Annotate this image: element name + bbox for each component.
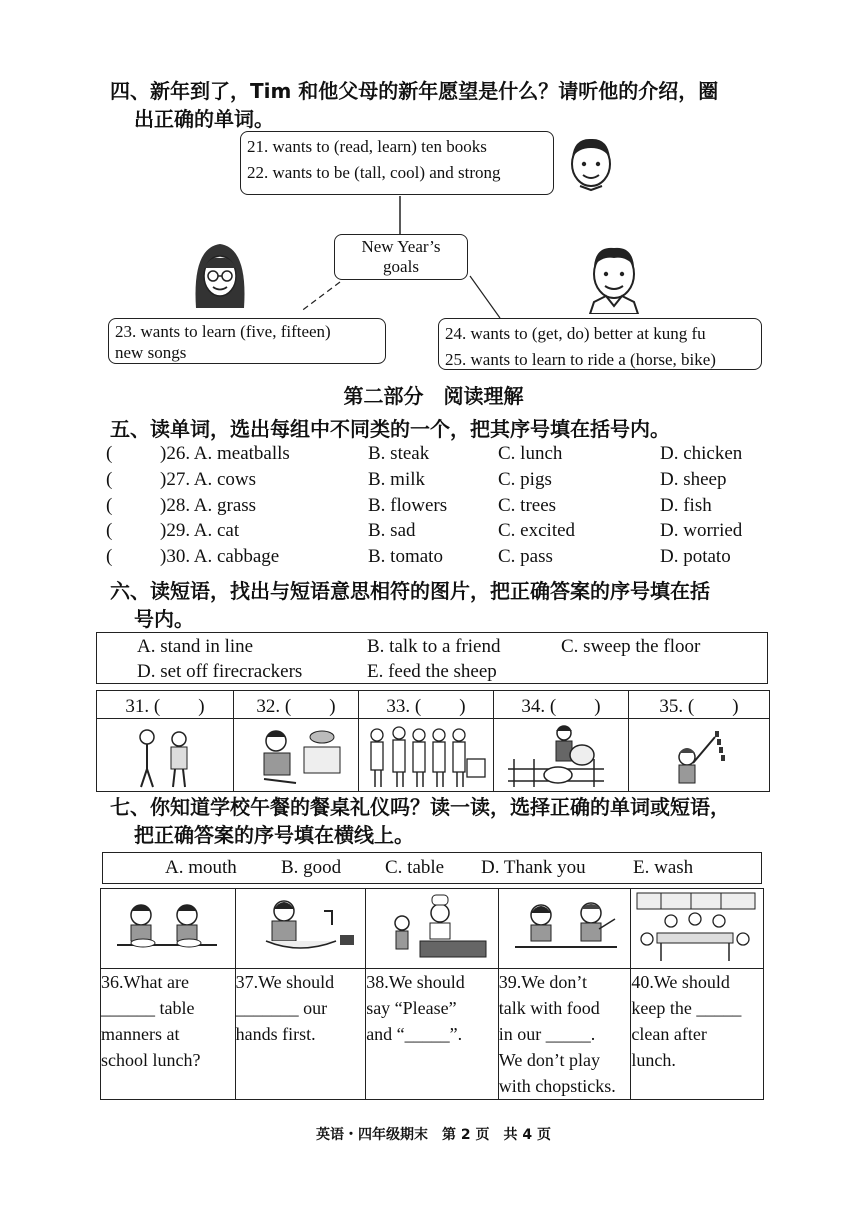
question-38: 38.We should say “Please” and “_____”. xyxy=(366,969,499,1100)
two-people-talking-icon xyxy=(97,719,231,791)
picture-39 xyxy=(498,889,631,969)
question-row-30 xyxy=(106,546,766,572)
boy-face-icon xyxy=(566,134,616,192)
mom-goals-box xyxy=(108,318,386,364)
section7-title-cont: 把正确答案的序号填在横线上。 xyxy=(134,823,414,847)
option-b: B. tomato xyxy=(368,546,443,567)
question-21: 21. wants to (read, learn) ten books xyxy=(247,137,487,156)
option-d: D. sheep xyxy=(660,469,727,490)
option-d: D. chicken xyxy=(660,443,743,464)
option-a: )26. A. meatballs xyxy=(160,443,290,464)
item-31: 31. ( ) xyxy=(97,691,234,719)
question-row-29 xyxy=(106,520,766,546)
option-b: B. flowers xyxy=(368,495,448,516)
picture-37 xyxy=(235,889,366,969)
option-c: C. pass xyxy=(498,546,553,567)
item-35: 35. ( ) xyxy=(629,691,770,719)
option-b: B. good xyxy=(281,857,342,878)
question-22: 22. wants to be (tall, cool) and strong xyxy=(247,163,501,182)
question-row-28 xyxy=(106,495,766,521)
picture-38 xyxy=(366,889,499,969)
option-c: C. excited xyxy=(498,520,576,541)
picture-33 xyxy=(359,719,494,792)
option-c: C. sweep the floor xyxy=(561,636,701,657)
option-e: E. feed the sheep xyxy=(367,661,497,682)
feeding-sheep-icon xyxy=(494,719,626,791)
page-footer: 英语・四年级期末 第 2 页 共 4 页 xyxy=(316,1127,551,1143)
option-e: E. wash xyxy=(633,857,694,878)
question-row-26 xyxy=(106,443,766,469)
answer-bracket: ( xyxy=(106,495,113,516)
firecrackers-icon xyxy=(629,719,767,791)
option-c: C. table xyxy=(385,857,445,878)
section7-options-box xyxy=(102,852,762,884)
question-23: 23. wants to learn (five, fifteen) xyxy=(115,322,331,341)
question-40: 40.We should keep the _____ clean after lunch. xyxy=(631,969,764,1100)
washing-hands-icon xyxy=(236,889,364,967)
tim-goals-box xyxy=(240,131,554,195)
dad-goals-box xyxy=(438,318,762,370)
option-b: B. steak xyxy=(368,443,430,464)
question-36: 36.What are ______ table manners at school lunch? xyxy=(101,969,236,1100)
option-a: )29. A. cat xyxy=(160,520,240,541)
option-c: C. pigs xyxy=(498,469,552,490)
option-a: A. mouth xyxy=(165,857,237,878)
man-face-icon xyxy=(584,240,644,314)
question-24: 24. wants to (get, do) better at kung fu xyxy=(445,324,706,343)
option-d: D. Thank you xyxy=(481,857,586,878)
kids-with-chopsticks-icon xyxy=(499,889,629,967)
section7-title: 七、你知道学校午餐的餐桌礼仪吗？读一读，选择正确的单词或短语， xyxy=(110,795,730,819)
picture-32 xyxy=(234,719,359,792)
option-b: B. milk xyxy=(368,469,426,490)
section5-title: 五、读单词，选出每组中不同类的一个，把其序号填在括号内。 xyxy=(110,417,670,441)
section6-picture-table xyxy=(96,690,770,792)
option-a: )28. A. grass xyxy=(160,495,257,516)
option-d: D. set off firecrackers xyxy=(137,661,303,682)
answer-bracket: ( xyxy=(106,469,113,490)
picture-35 xyxy=(629,719,770,792)
picture-34 xyxy=(494,719,629,792)
child-sweeping-icon xyxy=(234,719,356,791)
option-c: C. lunch xyxy=(498,443,563,464)
option-d: D. fish xyxy=(660,495,712,516)
option-a: A. stand in line xyxy=(137,636,254,657)
woman-face-icon xyxy=(190,238,250,314)
section6-title-cont: 号内。 xyxy=(134,607,194,631)
option-b: B. talk to a friend xyxy=(367,636,501,657)
section4-title: 四、新年到了，Tim 和他父母的新年愿望是什么？请听他的介绍，圈 xyxy=(110,79,719,103)
section6-options-box xyxy=(96,632,768,684)
answer-bracket: ( xyxy=(106,546,113,567)
question-row-27 xyxy=(106,469,766,495)
center-label-line2: goals xyxy=(383,257,419,276)
answer-bracket: ( xyxy=(106,443,113,464)
question-37: 37.We should _______ our hands first. xyxy=(235,969,366,1100)
item-33: 33. ( ) xyxy=(359,691,494,719)
option-a: )30. A. cabbage xyxy=(160,546,280,567)
option-c: C. trees xyxy=(498,495,557,516)
dining-room-icon xyxy=(631,889,761,967)
option-a: )27. A. cows xyxy=(160,469,257,490)
answer-bracket: ( xyxy=(106,520,113,541)
option-b: B. sad xyxy=(368,520,416,541)
item-34: 34. ( ) xyxy=(494,691,629,719)
new-year-goals-label xyxy=(334,234,468,280)
option-d: D. worried xyxy=(660,520,743,541)
item-32: 32. ( ) xyxy=(234,691,359,719)
chef-serving-icon xyxy=(366,889,496,967)
question-25: 25. wants to learn to ride a (horse, bike) xyxy=(445,350,716,369)
option-d: D. potato xyxy=(660,546,731,567)
picture-40 xyxy=(631,889,764,969)
section6-title: 六、读短语，找出与短语意思相符的图片，把正确答案的序号填在括 xyxy=(110,579,710,603)
section7-table xyxy=(100,888,764,1100)
center-label-line1: New Year’s xyxy=(361,237,441,256)
section4-title-cont: 出正确的单词。 xyxy=(134,107,274,131)
kids-eating-icon xyxy=(101,889,233,967)
people-in-line-icon xyxy=(359,719,491,791)
picture-36 xyxy=(101,889,236,969)
question-23-cont: new songs xyxy=(115,343,187,362)
question-39: 39.We don’t talk with food in our _____. We don’t play with chopsticks. xyxy=(498,969,631,1100)
picture-31 xyxy=(97,719,234,792)
part2-title: 第二部分 阅读理解 xyxy=(343,384,524,408)
